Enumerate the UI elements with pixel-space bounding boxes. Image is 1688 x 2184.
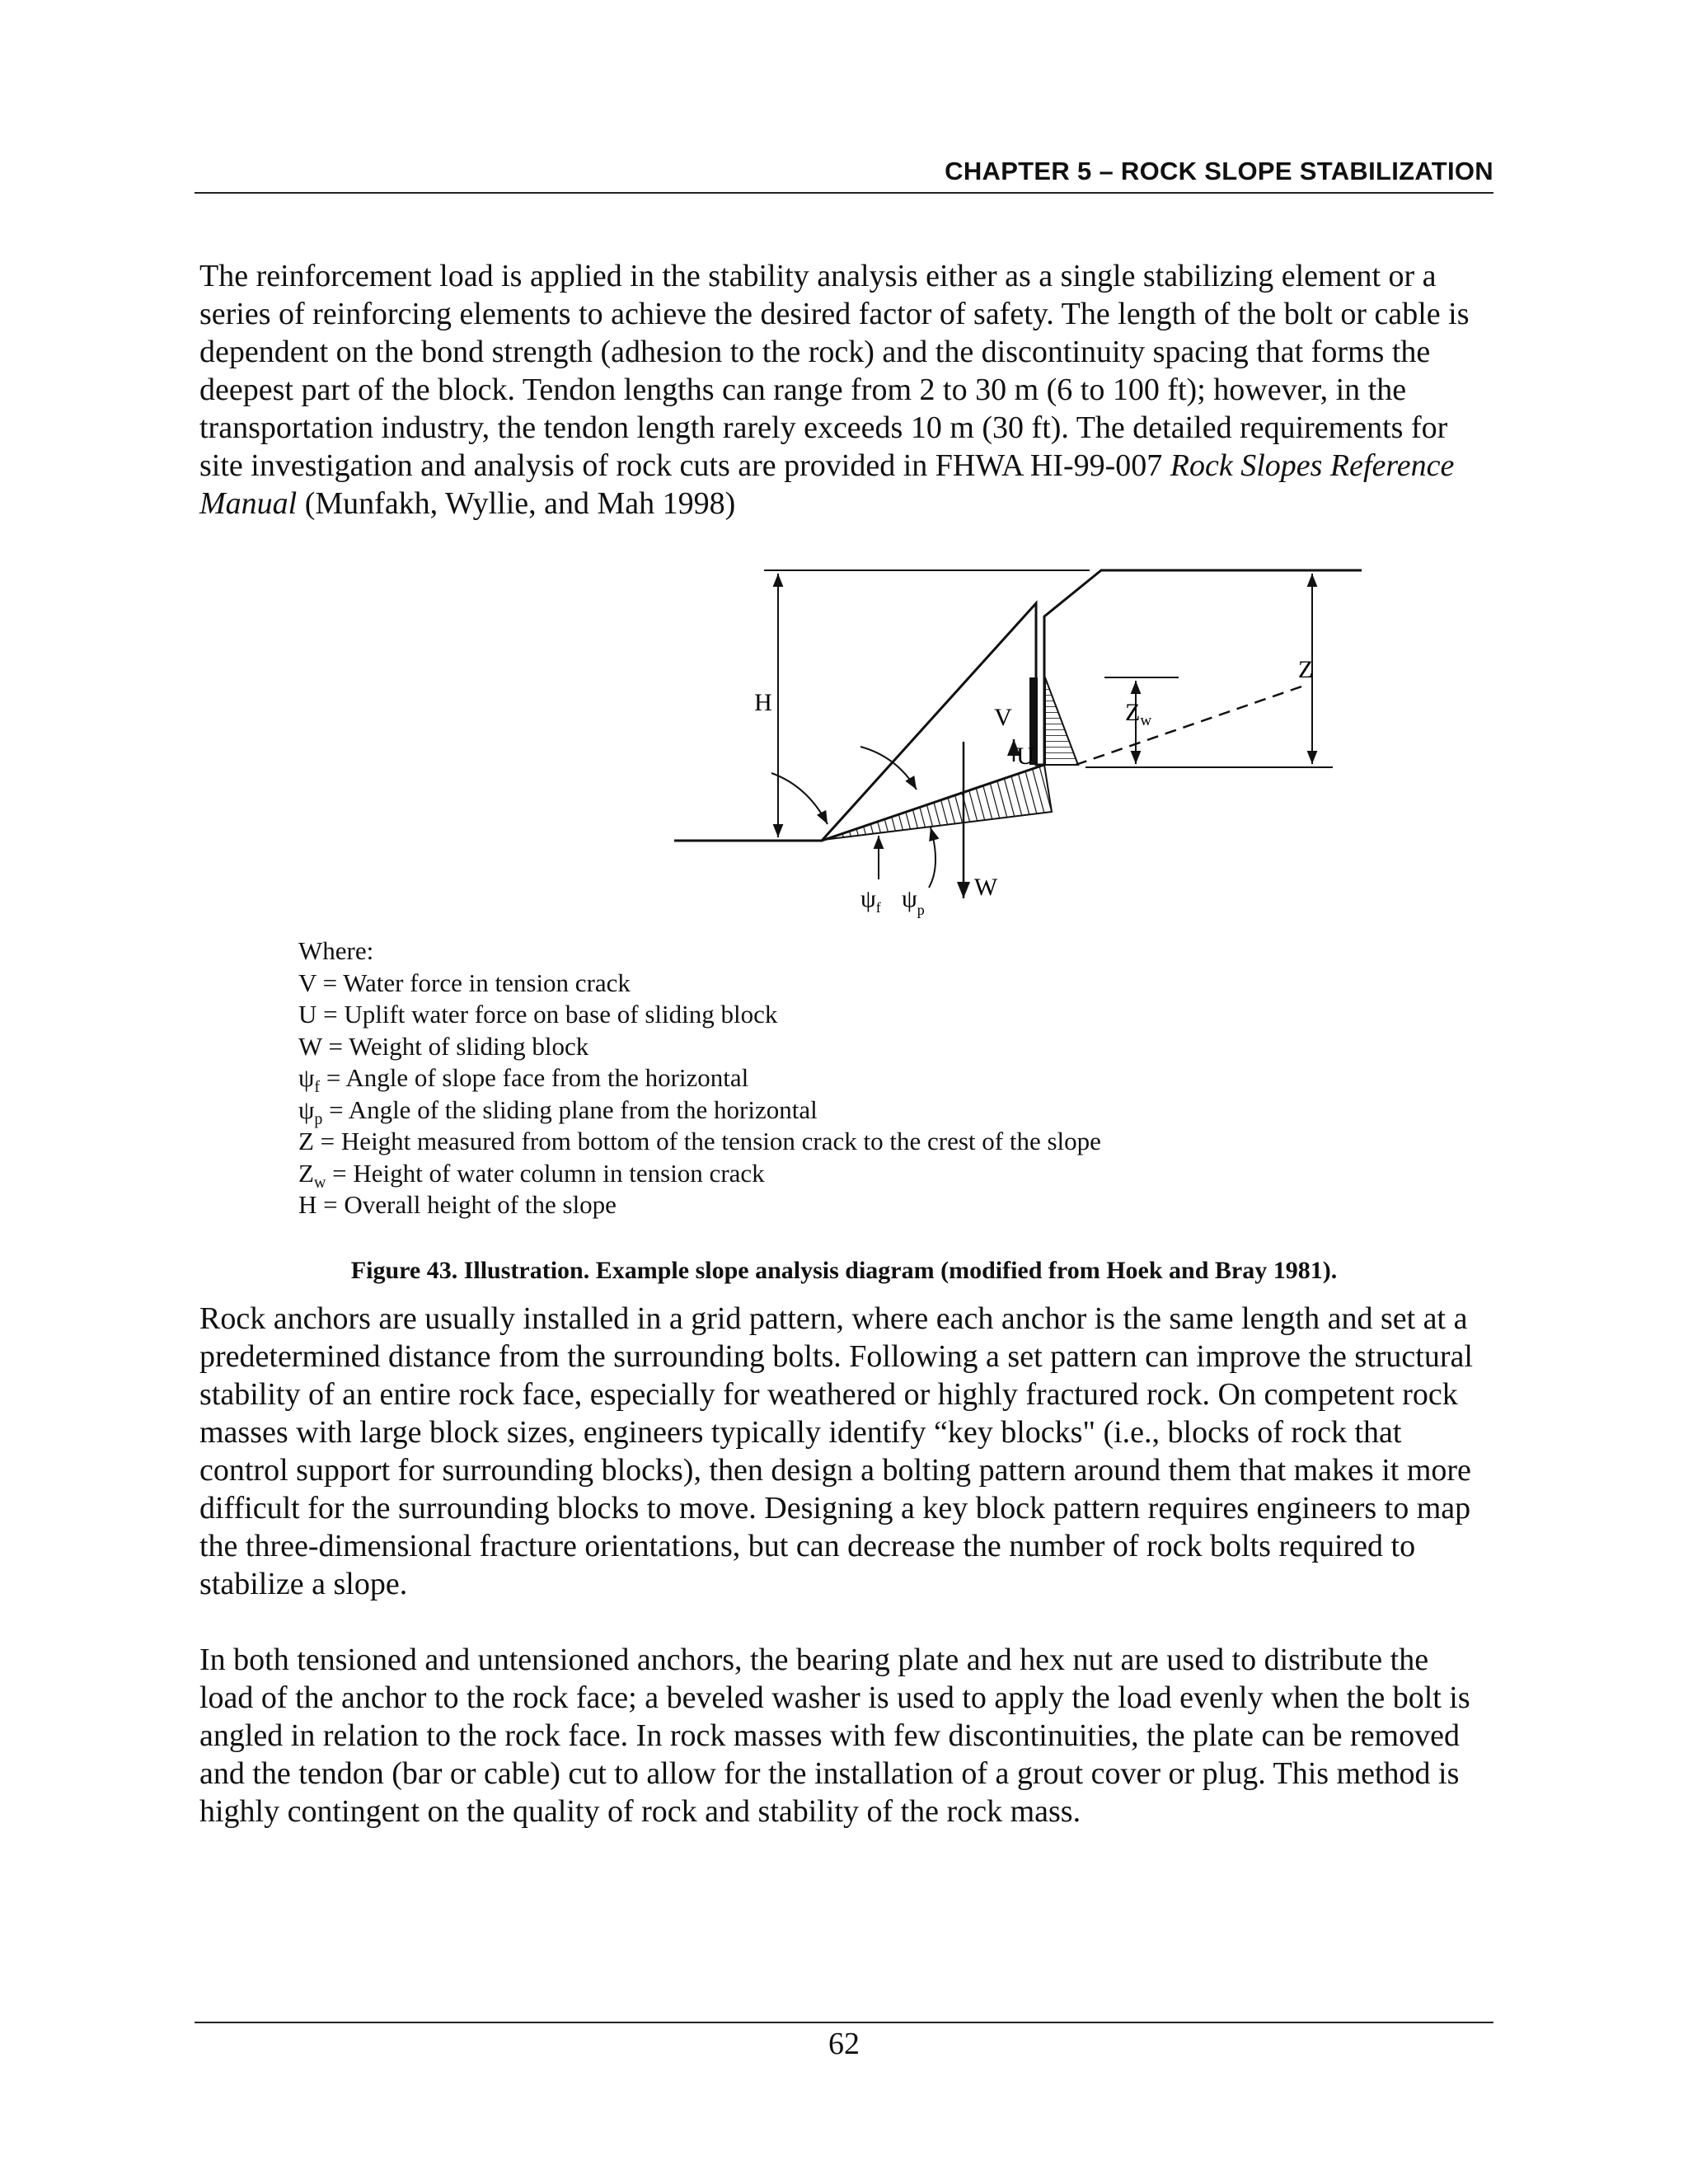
chapter-header: CHAPTER 5 – ROCK SLOPE STABILIZATION [945, 157, 1493, 185]
label-psi-p: $\psi_p$ [902, 885, 925, 918]
legend-item-w: W = Weight of sliding block [298, 1031, 589, 1061]
psi-p-pointer [929, 827, 935, 888]
p1-text: The reinforcement load is applied in the stability analysis either as a single stabilizing element or a series of reinforcing elements to achieve the desired factor of safety. The length of the bolt or cable is dependent on the bond strength (adhesion to the rock) and the discontinuity spacing that forms the deepest part of the block. Tendon lengths can range from 2 to 30 m (6 to 100 ft); however, in the transportation industry, the tendon length rarely exceeds 10 m (30 ft). The detailed requirements for site investigation and analysis of rock cuts are provided in FHWA HI-99-007 [199, 259, 1470, 483]
page-number: 62 [828, 2027, 860, 2061]
label-Z: Z [1297, 656, 1314, 683]
slope-analysis-diagram [669, 562, 1372, 930]
footer-rule [195, 2022, 1493, 2023]
legend-item-psi-f: $\psi_f$ = Angle of slope face from the horizontal [298, 1063, 749, 1097]
paragraph-reinforcement-load [199, 257, 1485, 523]
paragraph-rock-anchors: Rock anchors are usually installed in a grid pattern, where each anchor is the same length and set at a predetermined distance from the surrounding bolts. Following a set pattern can improve the structural stability of an entire rock face, especially for weathered or highly fractured rock. On competent rock masses with large block sizes, engineers typically identify “key blocks" (i.e., blocks of rock that control support for surrounding blocks), then design a bolting pattern around them that makes it more difficult for the surrounding blocks to move. Designing a key block pattern requires engineers to map the three-dimensional fracture orientations, but can decrease the number of rock bolts required to stabilize a slope. [199, 1301, 1473, 1601]
label-U: U [1016, 743, 1034, 770]
manual-title: Rock Slopes Reference Manual [199, 448, 1455, 521]
label-H: H [754, 689, 772, 716]
phreatic-line [1076, 686, 1304, 765]
figure-caption: Figure 43. Illustration. Example slope analysis diagram (modified from Hoek and Bray 1981). [350, 1257, 1338, 1284]
figure-legend [298, 935, 1370, 1221]
label-Zw: $Z_w$ [1125, 699, 1152, 729]
p1-citation: (Munfakh, Wyllie, and Mah 1998) [304, 486, 736, 521]
angle-arc-psi-f [771, 773, 828, 824]
label-W: W [973, 874, 998, 901]
paragraph-tensioned-anchors: In both tensioned and untensioned anchors, the bearing plate and hex nut are used to distribute the load of the anchor to the rock face; a beveled washer is used to apply the load evenly when the bolt is angled in relation to the rock face. In rock masses with few discontinuities, the plate can be removed and the tendon (bar or cable) cut to allow for the installation of a grout cover or plug. This method is highly contingent on the quality of rock and stability of the rock mass. [199, 1643, 1470, 1829]
crack-water-pressure [1045, 677, 1078, 765]
legend-item-h: H = Overall height of the slope [298, 1190, 617, 1219]
legend-item-v: V = Water force in tension crack [298, 968, 631, 997]
legend-item-z: Z = Height measured from bottom of the tension crack to the crest of the slope [298, 1127, 1101, 1155]
label-V: V [994, 704, 1012, 731]
legend-title: Where: [298, 936, 374, 965]
label-psi-f: $\psi_f$ [860, 885, 881, 916]
legend-item-u: U = Uplift water force on base of sliding block [298, 1000, 778, 1029]
legend-item-zw: $Z_w$ = Height of water column in tension crack [298, 1158, 765, 1192]
legend-item-psi-p: $\psi_p$ = Angle of the sliding plane from the horizontal [298, 1094, 818, 1128]
header-rule [195, 192, 1493, 194]
